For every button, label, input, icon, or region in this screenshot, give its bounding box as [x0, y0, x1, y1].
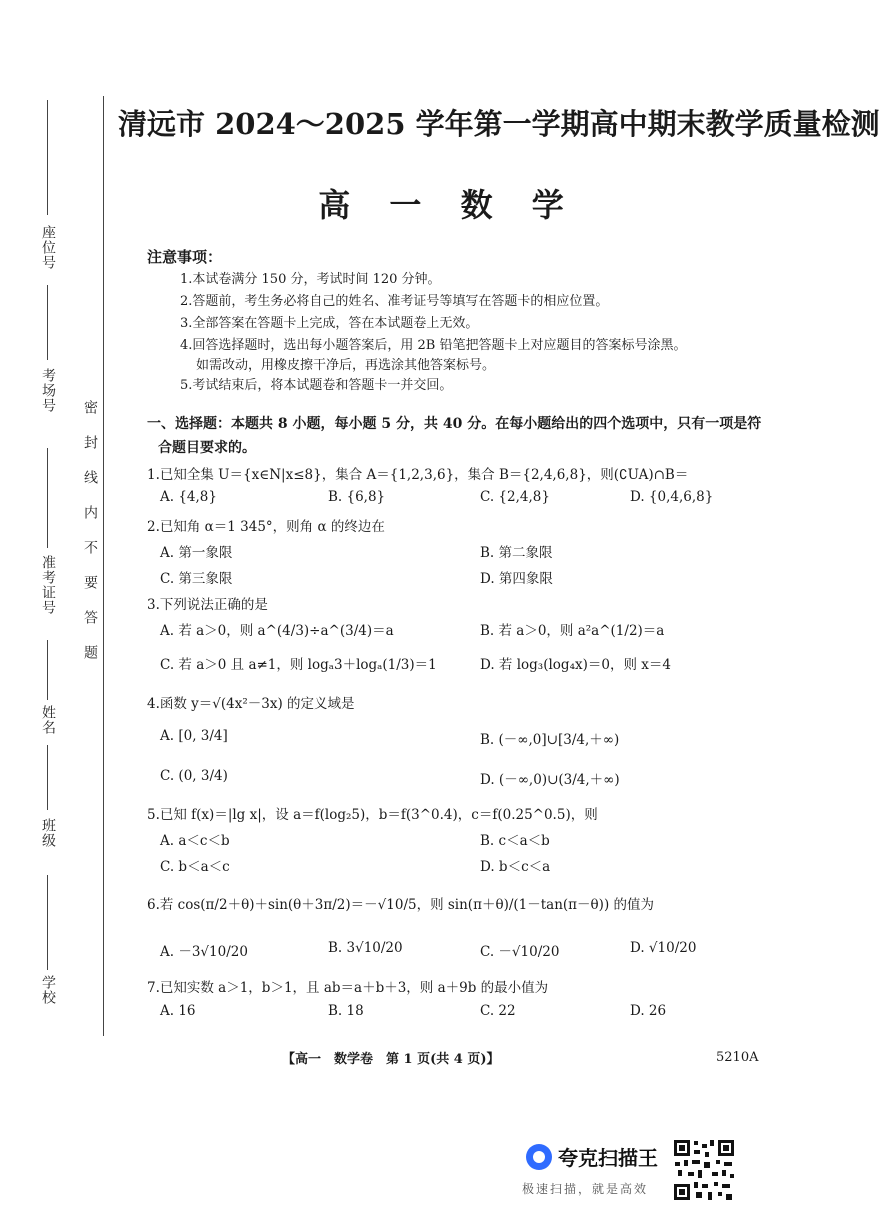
q5-option-a: A. a＜c＜b	[160, 833, 230, 849]
seat-label: 座位号	[40, 225, 56, 270]
q3-option-a: A. 若 a＞0，则 a^(4/3)÷a^(3/4)＝a	[160, 623, 394, 639]
q6-stem: 6.若 cos(π/2＋θ)＋sin(θ＋3π/2)＝－√10/5，则 sin(π＋θ)/(1－tan(π－θ)) 的值为	[147, 897, 655, 913]
q4-option-d: D. (－∞,0)∪(3/4,＋∞)	[480, 772, 620, 788]
name-label: 姓名	[40, 705, 56, 735]
q3-stem: 3.下列说法正确的是	[147, 597, 268, 613]
exam-title: 清远市 2024～2025 学年第一学期高中期末教学质量检测	[118, 107, 880, 141]
q1-option-a: A. {4,8}	[160, 489, 217, 505]
q6-option-c: C. －√10/20	[480, 944, 560, 960]
exam-id-fill-line	[47, 448, 48, 548]
q5-option-d: D. b＜c＜a	[480, 859, 551, 875]
scanner-brand: 夸克扫描王	[558, 1146, 658, 1170]
scanner-slogan: 极速扫描，就是高效	[522, 1182, 649, 1196]
notice-item: 5.考试结束后，将本试题卷和答题卡一并交回。	[180, 378, 453, 393]
q7-option-a: A. 16	[160, 1003, 196, 1019]
q6-option-d: D. √10/20	[630, 940, 697, 956]
q7-option-b: B. 18	[328, 1003, 364, 1019]
page-footer: 【高一 数学卷 第 1 页(共 4 页)】	[282, 1052, 500, 1067]
q2-option-d: D. 第四象限	[480, 571, 553, 587]
q2-option-a: A. 第一象限	[160, 545, 233, 561]
school-fill-line	[47, 875, 48, 970]
name-fill-line	[47, 640, 48, 700]
school-label: 学校	[40, 975, 56, 1005]
q2-option-b: B. 第二象限	[480, 545, 553, 561]
notice-heading: 注意事项：	[147, 248, 223, 266]
q7-stem: 7.已知实数 a＞1，b＞1，且 ab＝a＋b＋3，则 a＋9b 的最小值为	[147, 980, 549, 996]
qr-code-icon	[672, 1138, 736, 1202]
binding-line	[103, 96, 104, 1036]
q1-option-c: C. {2,4,8}	[480, 489, 550, 505]
notice-item: 2.答题前，考生务必将自己的姓名、准考证号等填写在答题卡的相应位置。	[180, 294, 609, 309]
q6-option-b: B. 3√10/20	[328, 940, 403, 956]
seal-notice: 密封线内不要答题	[82, 400, 98, 680]
q4-stem: 4.函数 y＝√(4x²－3x) 的定义域是	[147, 696, 355, 712]
q1-option-d: D. {0,4,6,8}	[630, 489, 714, 505]
q3-option-d: D. 若 log₃(log₄x)＝0，则 x＝4	[480, 657, 671, 673]
section1-line1: 一、选择题：本题共 8 小题，每小题 5 分，共 40 分。在每小题给出的四个选项中，只有一项是符	[147, 416, 762, 432]
q6-option-a: A. －3√10/20	[160, 944, 248, 960]
exam-room-label: 考场号	[40, 368, 56, 413]
class-label: 班级	[40, 818, 56, 848]
notice-item: 3.全部答案在答题卡上完成，答在本试题卷上无效。	[180, 316, 479, 331]
seat-fill-line	[47, 100, 48, 215]
q3-option-b: B. 若 a＞0，则 a²a^(1/2)＝a	[480, 623, 665, 639]
exam-id-label: 准考证号	[40, 555, 56, 615]
paper-code: 5210A	[716, 1050, 759, 1065]
notice-item: 4.回答选择题时，选出每小题答案后，用 2B 铅笔把答题卡上对应题目的答案标号涂黑。	[180, 338, 687, 353]
class-fill-line	[47, 745, 48, 810]
exam-room-fill-line	[47, 285, 48, 360]
q1-stem: 1.已知全集 U＝{x∈N|x≤8}，集合 A＝{1,2,3,6}，集合 B＝{2,4,6,8}，则(∁UA)∩B＝	[147, 467, 689, 483]
q7-option-c: C. 22	[480, 1003, 516, 1019]
q4-option-b: B. (－∞,0]∪[3/4,＋∞)	[480, 732, 620, 748]
q5-option-b: B. c＜a＜b	[480, 833, 550, 849]
q7-option-d: D. 26	[630, 1003, 667, 1019]
subject-title: 高 一 数 学	[318, 186, 578, 224]
q1-option-b: B. {6,8}	[328, 489, 386, 505]
q5-option-c: C. b＜a＜c	[160, 859, 230, 875]
q3-option-c: C. 若 a＞0 且 a≠1，则 logₐ3＋logₐ(1/3)＝1	[160, 657, 437, 673]
quark-logo-icon	[526, 1144, 552, 1170]
q2-stem: 2.已知角 α＝1 345°，则角 α 的终边在	[147, 519, 385, 535]
section1-heading	[147, 412, 777, 460]
q4-option-c: C. (0, 3/4)	[160, 768, 228, 784]
q5-stem: 5.已知 f(x)＝|lg x|，设 a＝f(log₂5)，b＝f(3^0.4)，c＝f(0.25^0.5)，则	[147, 807, 598, 823]
notice-item: 1.本试卷满分 150 分，考试时间 120 分钟。	[180, 272, 441, 287]
q4-option-a: A. [0, 3/4]	[160, 728, 228, 744]
notice-item: 如需改动，用橡皮擦干净后，再选涂其他答案标号。	[196, 358, 496, 373]
section1-line2: 合题目要求的。	[158, 440, 256, 456]
q2-option-c: C. 第三象限	[160, 571, 233, 587]
